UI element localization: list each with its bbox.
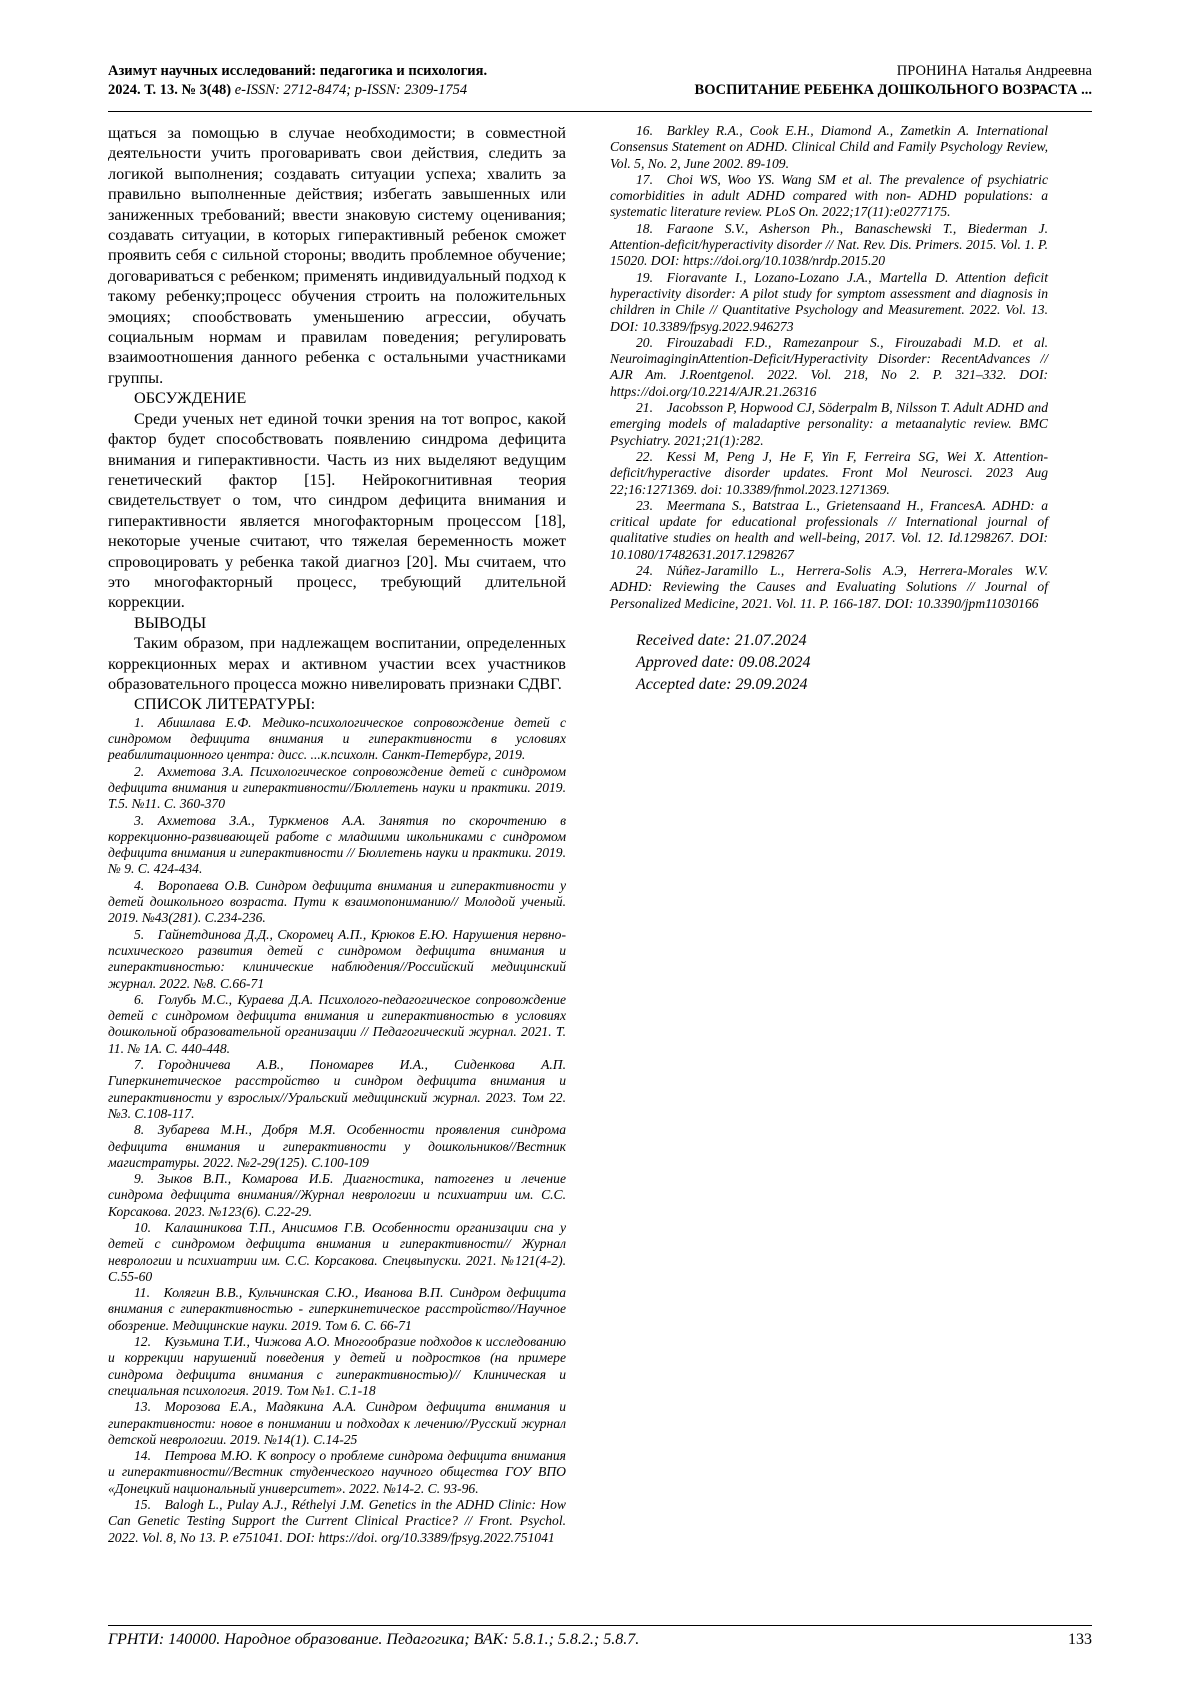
journal-issn: e-ISSN: 2712-8474; p-ISSN: 2309-1754: [234, 82, 468, 98]
reference-item: 18. Faraone S.V., Asherson Ph., Banaschewski T., Biederman J. Attention-deficit/hyperactivity disorder // Nat. Rev. Dis. Primers. 2015. Vol. 1. P. 15020. DOI: https://doi.org/10.1038/nrdp.2015.20: [610, 220, 1048, 269]
reference-item: 10. Калашникова Т.П., Анисимов Г.В. Особенности организации сна у детей с синдромом дефицита внимания и гиперактивности// Журнал неврологии и психиатрии им. С.С. Корсакова. Спецвыпуски. 2021. №121(4-2). С.55-60: [108, 1219, 566, 1284]
reference-item: 13. Морозова Е.А., Мадякина А.А. Синдром дефицита внимания и гиперактивности: новое в понимании и подходах к лечению//Русский журнал детской неврологии. 2019. №14(1). С.14-25: [108, 1399, 566, 1447]
reference-item: 19. Fioravante I., Lozano-Lozano J.A., Martella D. Attention deficit hyperactivity disorder: A pilot study for symptom assessment and diagnosis in children in Chile // Quantitative Psychology and Measurement. 2022. Vol. 13. DOI: 10.3389/fpsyg.2022.946273: [610, 269, 1048, 334]
reference-item: 3. Ахметова З.А., Туркменов А.А. Занятия по скорочтению в коррекционно-развивающей работе с младшими школьниками с синдромом дефицита внимания и гиперактивности // Бюллетень науки и практики. 2019. № 9. С. 424-434.: [108, 812, 566, 877]
footer-row: [108, 1631, 1092, 1649]
paragraph-continued: щаться за помощью в случае необходимости; в совместной деятельности учить проговаривать свои действия, следить за логикой выполнения; создавать ситуации успеха; хвалить за правильно выполненные действия; избегать завышенных или заниженных требований; ввести знаковую систему оценивания; создавать ситуации, в которых гиперактивный ребенок сможет проявить себя с сильной стороны; вводить проблемное обучение; договариваться с ребенком; применять индивидуальный подход к такому ребенку;процесс обучения строить на положительных эмоциях; спообствовать уменьшению агрессии, обучать социальным нормам и правилам поведения; регулировать взаимоотношения данного ребенка с остальными участниками группы.: [108, 123, 566, 387]
reference-item: 17. Choi WS, Woo YS. Wang SM et al. The prevalence of psychiatric comorbidities in adult ADHD compared with non- ADHD populations: a systematic literature review. PLoS On. 2022;17(11):e0277175.: [610, 171, 1048, 220]
reference-item: 15. Balogh L., Pulay A.J., Réthelyi J.M. Genetics in the ADHD Clinic: How Can Genetic Testing Support the Current Clinical Practice? // Front. Psychol. 2022. Vol. 8, No 13. P. e751041. DOI: https://doi. org/10.3389/fpsyg.2022.751041: [108, 1497, 566, 1545]
reference-item: 22. Kessi M, Peng J, He F, Yin F, Ferreira SG, Wei X. Attention-deficit/hyperactive disorder updates. Front Mol Neurosci. 2023 Aug 22;16:1271369. doi: 10.3389/fnmol.2023.1271369.: [610, 448, 1048, 497]
right-column: [578, 123, 1048, 1593]
reference-item: 8. Зубарева М.Н., Добря М.Я. Особенности проявления синдрома дефицита внимания и гиперактивности у дошкольников//Вестник магистратуры. 2022. №2-29(125). С.100-109: [108, 1122, 566, 1170]
reference-item: 20. Firouzabadi F.D., Ramezanpour S., Firouzabadi M.D. et al. NeuroimaginginAttention-Deficit/Hyperactivity Disorder: RecentAdvances // AJR Am. J.Roentgenol. 2022. Vol. 218, No 2. P. 321–332. DOI: https://doi.org/10.2214/AJR.21.26316: [610, 334, 1048, 399]
reference-item: 14. Петрова М.Ю. К вопросу о проблеме синдрома дефицита внимания и гиперактивности//Вестник студенческого научного общества ГОУ ВПО «Донецкий национальный университет». 2022. №14-2. С. 93-96.: [108, 1448, 566, 1496]
header-article-title: ВОСПИТАНИЕ РЕБЕНКА ДОШКОЛЬНОГО ВОЗРАСТА ...: [694, 82, 1092, 98]
heading-discussion: ОБСУЖДЕНИЕ: [134, 388, 247, 408]
discussion-text: Среди ученых нет единой точки зрения на тот вопрос, какой фактор будет способствовать появлению синдрома дефицита внимания и гиперактивности. Часть из них выделяют ведущим генетический фактор [15]. Нейрокогнитивная теория свидетельствует о том, что синдром дефицита внимания и гиперактивности является многофакторным процессом [18], некоторые ученые считают, что тяжелая беременность может спровоцировать у ребенка такой диагноз [20]. Мы считаем, что это многофакторный процесс, требующий длительной коррекции.: [108, 408, 566, 612]
page-number: 133: [1068, 1631, 1092, 1648]
received-date: Received date: 21.07.2024: [636, 631, 807, 649]
left-column: [108, 123, 578, 1593]
reference-item: 5. Гайнетдинова Д.Д., Скоромец А.П., Крюков Е.Ю. Нарушения нервно-психического развития детей с синдромом дефицита внимания и гиперактивностью: клинические наблюдения//Российский медицинский журнал. 2022. №8. С.66-71: [108, 926, 566, 991]
heading-conclusions: ВЫВОДЫ: [134, 612, 207, 632]
header-divider: [108, 111, 1092, 112]
reference-item: 23. Meermana S., Batstraa L., Grietensaand H., FrancesA. ADHD: a critical update for educational professionals // International journal of qualitative studies on health and well-being, 2017. Vol. 12. Id.1298267. DOI: 10.1080/17482631.2017.1298267: [610, 497, 1048, 562]
journal-title: Азимут научных исследований: педагогика и психология.: [108, 63, 488, 79]
header-author: ПРОНИНА Наталья Андреевна: [896, 63, 1092, 79]
reference-item: 7. Городничева А.В., Пономарев И.А., Сиденкова А.П. Гиперкинетическое расстройство и синдром дефицита внимания и гиперактивности у взрослых//Уральский медицинский журнал. 2023. Том 22. №3. С.108-117.: [108, 1057, 566, 1121]
reference-item: 4. Воропаева О.В. Синдром дефицита внимания и гиперактивности у детей дошкольного возраста. Пути к взаимопониманию// Молодой ученый. 2019. №43(281). С.234-236.: [108, 877, 566, 926]
approved-date: Approved date: 09.08.2024: [636, 653, 811, 671]
footer-divider: [108, 1625, 1092, 1626]
reference-item: 2. Ахметова З.А. Психологическое сопровождение детей с синдромом дефицита внимания и гиперактивности//Бюллетень науки и практики. 2019. Т.5. №11. С. 360-370: [108, 763, 566, 812]
reference-item: 6. Голубь М.С., Кураева Д.А. Психолого-педагогическое сопровождение детей с синдромом дефицита внимания и гиперактивностью в условиях дошкольной образовательной организации // Педагогический журнал. 2021. Т. 11. № 1А. С. 440-448.: [108, 991, 566, 1056]
reference-item: 12. Кузьмина Т.И., Чижова А.О. Многообразие подходов к исследованию и коррекции нарушений поведения у детей и подростков (на примере синдрома дефицита внимания с гиперактивностью)// Клиническая и специальная психология. 2019. Том №1. С.1-18: [108, 1334, 566, 1398]
reference-item: 9. Зыков В.П., Комарова И.Б. Диагностика, патогенез и лечение синдрома дефицита внимания//Журнал неврологии и психиатрии им. С.С. Корсакова. 2023. №123(6). С.22-29.: [108, 1171, 566, 1219]
reference-item: 1. Абишлава Е.Ф. Медико-психологическое сопровождение детей с синдромом дефицита внимания и гиперактивности в условиях реабилитационного центра: дисс. ...к.психолн. Санкт-Петербург, 2019.: [108, 714, 566, 763]
conclusions-text: Таким образом, при надлежащем воспитании, определенных коррекционных мерах и активном участии всех участников образовательного процесса можно нивелировать признаки СДВГ.: [108, 633, 566, 693]
reference-item: 16. Barkley R.A., Cook E.H., Diamond A., Zametkin A. International Consensus Statement on ADHD. Clinical Child and Family Psychology Review, Vol. 5, No. 2, June 2002. 89-109.: [610, 123, 1048, 171]
accepted-date: Accepted date: 29.09.2024: [636, 675, 808, 693]
reference-item: 21. Jacobsson P, Hopwood CJ, Söderpalm B, Nilsson T. Adult ADHD and emerging models of maladaptive personality: a metaanalytic review. BMC Psychiatry. 2021;21(1):282.: [610, 400, 1048, 448]
header-journal-info: [108, 62, 487, 100]
journal-issue: 2024. Т. 13. № 3(48): [108, 82, 232, 98]
reference-item: 11. Колягин В.В., Кульчинская С.Ю., Иванова В.П. Синдром дефицита внимания с гиперактивностью - гиперкинетическое расстройство//Научное обозрение. Медицинские науки. 2019. Том 6. С. 66-71: [108, 1285, 566, 1333]
publication-dates: [610, 630, 1048, 696]
page-header: [108, 62, 1092, 108]
body-columns: [108, 123, 1092, 1593]
header-article-info: [695, 62, 1092, 100]
heading-references: СПИСОК ЛИТЕРАТУРЫ:: [134, 694, 316, 714]
reference-item: 24. Núñez-Jaramillo L., Herrera-Solis A.Э, Herrera-Morales W.V. ADHD: Reviewing the Causes and Evaluating Solutions // Journal of Personalized Medicine, 2021. Vol. 11. P. 166-187. DOI: 10.3390/jpm11030166: [610, 563, 1048, 611]
journal-issue-line: [108, 81, 487, 100]
page-footer: [108, 1625, 1092, 1649]
footer-classification: ГРНТИ: 140000. Народное образование. Педагогика; ВАК: 5.8.1.; 5.8.2.; 5.8.7.: [108, 1631, 640, 1648]
